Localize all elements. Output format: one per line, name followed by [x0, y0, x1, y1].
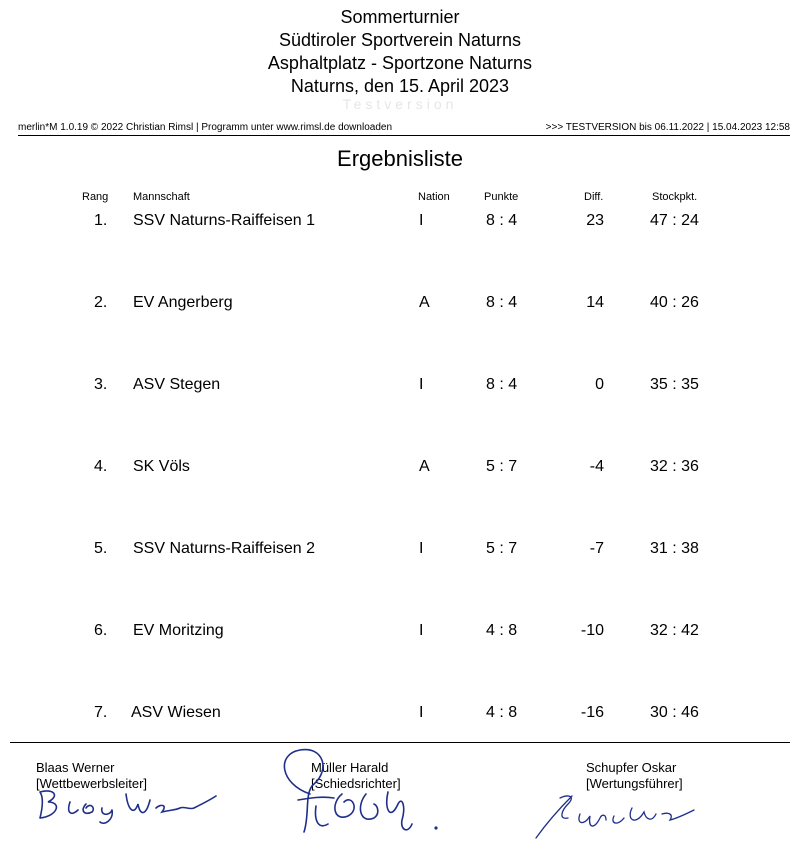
row-nation: I — [419, 622, 424, 639]
col-diff: Diff. — [584, 191, 604, 203]
row-stockpkt: 32 : 36 — [650, 458, 699, 475]
row-stockpkt: 35 : 35 — [650, 376, 699, 393]
row-points: 8 : 4 — [486, 212, 518, 229]
test-version-info: >>> TESTVERSION bis 06.11.2022 | 15.04.2023 12:58 — [545, 122, 790, 133]
tournament-name: Sommerturnier — [340, 7, 460, 27]
software-credit: merlin*M 1.0.19 © 2022 Christian Rimsl | Programm unter www.rimsl.de downloaden — [18, 122, 392, 133]
row-rank: 4. — [94, 458, 108, 475]
row-team: SSV Naturns-Raiffeisen 2 — [133, 540, 316, 557]
test-watermark: Testversion — [342, 96, 458, 112]
row-diff: -4 — [589, 458, 604, 475]
row-nation: I — [419, 704, 424, 721]
row-nation: I — [419, 212, 424, 229]
official-role: [Schiedsrichter] — [311, 776, 401, 791]
row-stockpkt: 40 : 26 — [650, 294, 699, 311]
row-nation: I — [419, 540, 424, 557]
row-nation: A — [419, 294, 430, 311]
col-stockpkt: Stockpkt. — [652, 191, 698, 203]
row-team: ASV Stegen — [133, 376, 221, 393]
page-title: Ergebnisliste — [337, 146, 463, 171]
col-nation: Nation — [418, 191, 450, 203]
venue: Asphaltplatz - Sportzone Naturns — [267, 53, 533, 73]
row-team: ASV Wiesen — [131, 704, 221, 721]
col-rang: Rang — [82, 191, 109, 203]
footer-divider — [10, 742, 790, 743]
row-points: 8 : 4 — [486, 376, 518, 393]
row-team: EV Angerberg — [133, 294, 233, 311]
col-mannschaft: Mannschaft — [133, 191, 190, 203]
row-stockpkt: 32 : 42 — [650, 622, 699, 639]
row-diff: -16 — [580, 704, 604, 721]
official-role: [Wettbewerbsleiter] — [36, 776, 148, 791]
row-diff: 0 — [595, 376, 604, 393]
col-punkte: Punkte — [484, 191, 519, 203]
official-name: Blaas Werner — [36, 760, 115, 775]
row-stockpkt: 31 : 38 — [650, 540, 699, 557]
row-team: EV Moritzing — [133, 622, 224, 639]
signature-schupfer — [528, 784, 708, 844]
row-rank: 5. — [94, 540, 108, 557]
row-rank: 1. — [94, 212, 108, 229]
row-rank: 7. — [94, 704, 108, 721]
row-team: SK Völs — [133, 458, 190, 475]
row-nation: I — [419, 376, 424, 393]
row-rank: 3. — [94, 376, 108, 393]
header-divider — [18, 135, 790, 136]
official-role: [Wertungsführer] — [586, 776, 683, 791]
row-rank: 2. — [94, 294, 108, 311]
row-diff: 23 — [586, 212, 604, 229]
row-team: SSV Naturns-Raiffeisen 1 — [133, 212, 316, 229]
row-diff: -10 — [580, 622, 604, 639]
row-points: 5 : 7 — [486, 458, 518, 475]
row-points: 4 : 8 — [486, 704, 518, 721]
row-points: 8 : 4 — [486, 294, 518, 311]
place-date: Naturns, den 15. April 2023 — [290, 76, 510, 96]
row-stockpkt: 47 : 24 — [650, 212, 699, 229]
official-name: Müller Harald — [311, 760, 389, 775]
row-points: 5 : 7 — [486, 540, 518, 557]
club-name: Südtiroler Sportverein Naturns — [278, 30, 522, 50]
row-rank: 6. — [94, 622, 108, 639]
row-points: 4 : 8 — [486, 622, 518, 639]
signature-blaas — [30, 780, 230, 830]
official-name: Schupfer Oskar — [586, 760, 677, 775]
row-diff: -7 — [589, 540, 604, 557]
row-stockpkt: 30 : 46 — [650, 704, 699, 721]
signature-mueller — [270, 744, 450, 844]
row-nation: A — [419, 458, 430, 475]
row-diff: 14 — [586, 294, 604, 311]
